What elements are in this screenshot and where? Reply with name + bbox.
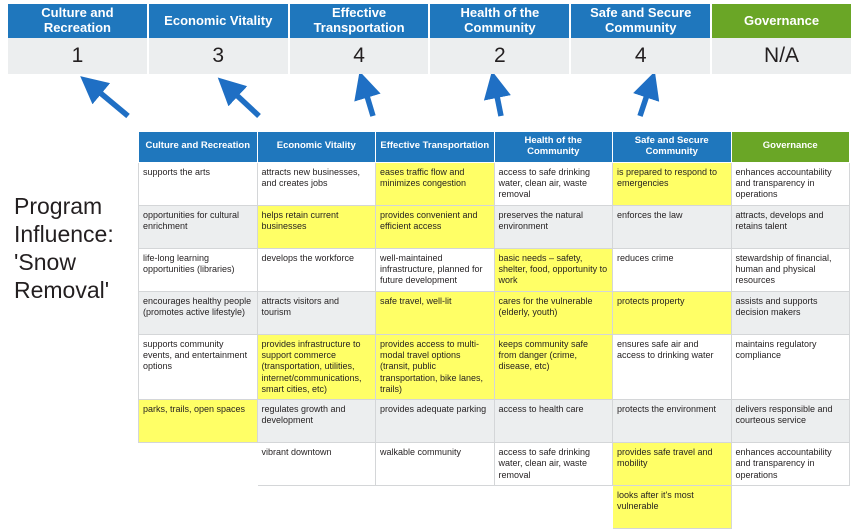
matrix-cell bbox=[731, 486, 850, 529]
matrix-cell: reduces crime bbox=[613, 248, 732, 291]
matrix-column-header: Health of the Community bbox=[494, 132, 613, 163]
matrix-cell bbox=[139, 443, 258, 486]
matrix-cell bbox=[139, 486, 258, 529]
priority-header-cell: Culture and Recreation bbox=[8, 4, 149, 38]
priority-header-cell: Safe and Secure Community bbox=[571, 4, 712, 38]
matrix-cell: vibrant downtown bbox=[257, 443, 376, 486]
matrix-cell: cares for the vulnerable (elderly, youth) bbox=[494, 291, 613, 334]
priority-score-cell: 2 bbox=[430, 38, 571, 74]
influence-arrow-2 bbox=[229, 88, 259, 116]
program-influence-caption bbox=[14, 192, 134, 304]
priority-score-cell: 1 bbox=[8, 38, 149, 74]
matrix-row bbox=[139, 400, 850, 443]
matrix-cell bbox=[257, 486, 376, 529]
priority-header-cell: Health of the Community bbox=[430, 4, 571, 38]
priority-header-cell: Economic Vitality bbox=[149, 4, 290, 38]
matrix-cell: attracts new businesses, and creates jobs bbox=[257, 162, 376, 205]
matrix-cell: provides access to multi-modal travel options (transit, public transportation, bike lanes, trails) bbox=[376, 334, 495, 399]
matrix-cell: access to safe drinking water, clean air, waste removal bbox=[494, 162, 613, 205]
matrix-cell: eases traffic flow and minimizes congestion bbox=[376, 162, 495, 205]
matrix-cell bbox=[494, 486, 613, 529]
matrix-header-row bbox=[139, 132, 850, 163]
matrix-column-header: Governance bbox=[731, 132, 850, 163]
matrix-cell: looks after it's most vulnerable bbox=[613, 486, 732, 529]
matrix-cell: walkable community bbox=[376, 443, 495, 486]
priority-score-cell: 4 bbox=[290, 38, 431, 74]
matrix-cell: supports the arts bbox=[139, 162, 258, 205]
priority-score-cell: 3 bbox=[149, 38, 290, 74]
matrix-cell: access to health care bbox=[494, 400, 613, 443]
caption-line-3: 'Snow bbox=[14, 249, 76, 276]
matrix-row bbox=[139, 486, 850, 529]
matrix-column-header: Culture and Recreation bbox=[139, 132, 258, 163]
matrix-column-header: Safe and Secure Community bbox=[613, 132, 732, 163]
matrix-cell: enforces the law bbox=[613, 205, 732, 248]
matrix-cell: basic needs – safety, shelter, food, opportunity to work bbox=[494, 248, 613, 291]
priority-score-row bbox=[8, 38, 851, 74]
caption-line-2: Influence: bbox=[14, 221, 114, 248]
influence-arrows bbox=[0, 74, 859, 132]
matrix-cell: enhances accountability and transparency in operations bbox=[731, 443, 850, 486]
matrix-cell: maintains regulatory compliance bbox=[731, 334, 850, 399]
matrix-body bbox=[139, 162, 850, 528]
matrix-cell: safe travel, well-lit bbox=[376, 291, 495, 334]
priority-score-cell: 4 bbox=[571, 38, 712, 74]
influence-arrow-3 bbox=[364, 86, 373, 116]
matrix-cell: attracts visitors and tourism bbox=[257, 291, 376, 334]
matrix-cell: provides safe travel and mobility bbox=[613, 443, 732, 486]
caption-line-1: Program bbox=[14, 193, 103, 219]
matrix-column-header: Effective Transportation bbox=[376, 132, 495, 163]
priority-header-cell: Effective Transportation bbox=[290, 4, 431, 38]
matrix-cell: preserves the natural environment bbox=[494, 205, 613, 248]
priority-header-row bbox=[8, 4, 851, 38]
matrix-cell: is prepared to respond to emergencies bbox=[613, 162, 732, 205]
matrix-cell: protects property bbox=[613, 291, 732, 334]
priority-header-cell: Governance bbox=[712, 4, 851, 38]
matrix-row bbox=[139, 248, 850, 291]
matrix-cell: encourages healthy people (promotes active lifestyle) bbox=[139, 291, 258, 334]
matrix-column-header: Economic Vitality bbox=[257, 132, 376, 163]
matrix-cell: protects the environment bbox=[613, 400, 732, 443]
matrix-row bbox=[139, 291, 850, 334]
matrix-cell: access to safe drinking water, clean air, waste removal bbox=[494, 443, 613, 486]
matrix-cell: develops the workforce bbox=[257, 248, 376, 291]
matrix-cell: provides adequate parking bbox=[376, 400, 495, 443]
matrix-cell: supports community events, and entertainment options bbox=[139, 334, 258, 399]
matrix-cell bbox=[376, 486, 495, 529]
influence-arrow-5 bbox=[640, 86, 650, 116]
caption-line-4: Removal' bbox=[14, 277, 110, 304]
matrix-cell: attracts, develops and retains talent bbox=[731, 205, 850, 248]
matrix-cell: ensures safe air and access to drinking water bbox=[613, 334, 732, 399]
matrix-row bbox=[139, 162, 850, 205]
matrix-cell: helps retain current businesses bbox=[257, 205, 376, 248]
matrix-cell: stewardship of financial, human and physical resources bbox=[731, 248, 850, 291]
matrix-cell: regulates growth and development bbox=[257, 400, 376, 443]
matrix-row bbox=[139, 205, 850, 248]
priority-score-band bbox=[8, 4, 851, 74]
results-matrix-table bbox=[138, 131, 850, 529]
matrix-cell: enhances accountability and transparency in operations bbox=[731, 162, 850, 205]
influence-arrow-4 bbox=[495, 86, 501, 116]
matrix-cell: provides infrastructure to support commerce (transportation, utilities, internet/communications, smart cities, etc) bbox=[257, 334, 376, 399]
matrix-cell: well-maintained infrastructure, planned for future development bbox=[376, 248, 495, 291]
matrix-cell: assists and supports decision makers bbox=[731, 291, 850, 334]
matrix-cell: delivers responsible and courteous service bbox=[731, 400, 850, 443]
matrix-cell: opportunities for cultural enrichment bbox=[139, 205, 258, 248]
matrix-cell: provides convenient and efficient access bbox=[376, 205, 495, 248]
matrix-row bbox=[139, 443, 850, 486]
matrix-cell: life-long learning opportunities (libraries) bbox=[139, 248, 258, 291]
matrix-cell: parks, trails, open spaces bbox=[139, 400, 258, 443]
influence-arrow-1 bbox=[92, 86, 128, 116]
priority-score-cell: N/A bbox=[764, 44, 800, 67]
matrix-cell: keeps community safe from danger (crime, disease, etc) bbox=[494, 334, 613, 399]
matrix-row bbox=[139, 334, 850, 399]
results-matrix bbox=[138, 131, 850, 529]
